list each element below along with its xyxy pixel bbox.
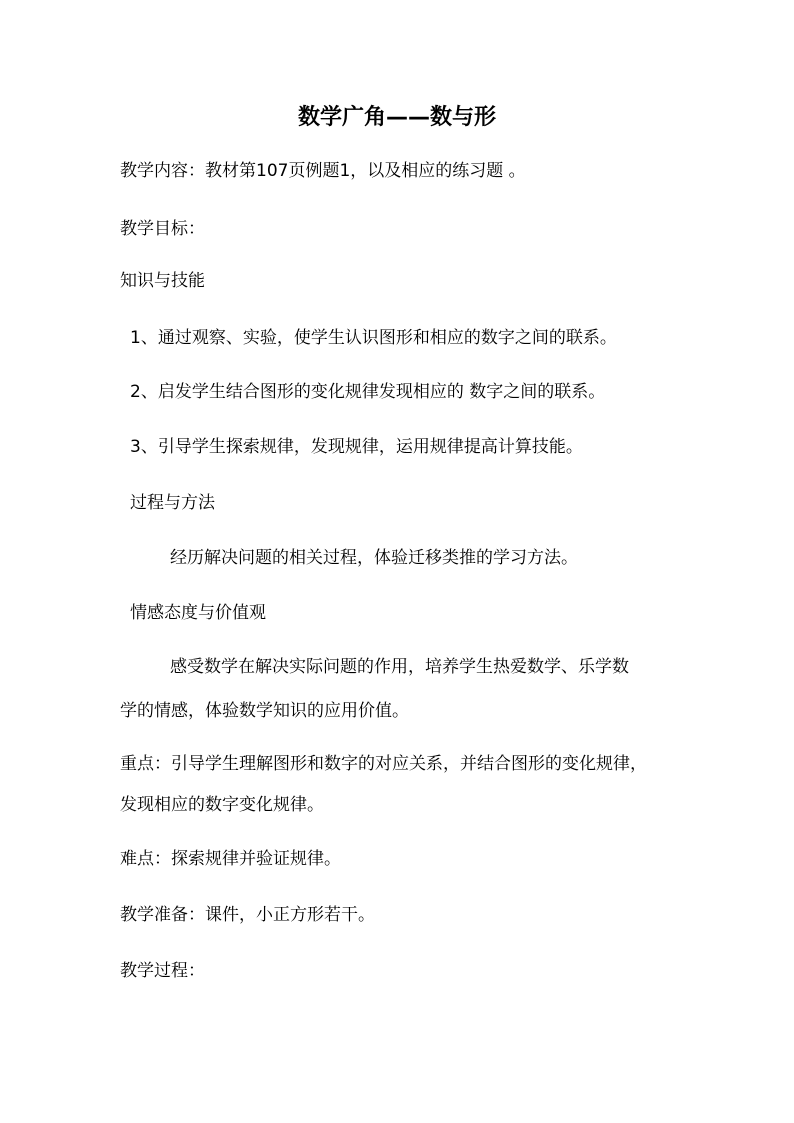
process-text: 经历解决问题的相关过程，体验迁移类推的学习方法。 (170, 548, 578, 568)
emotion-text-line-2: 学的情感，体验数学知识的应用价值。 (120, 701, 409, 721)
knowledge-item-2: 2、启发学生结合图形的变化规律发现相应的 数字之间的联系。 (130, 382, 606, 402)
key-point-line-2: 发现相应的数字变化规律。 (120, 795, 324, 815)
teaching-content: 教学内容：教材第107页例题1，以及相应的练习题 。 (120, 161, 526, 181)
emotion-text-line-1: 感受数学在解决实际问题的作用，培养学生热爱数学、乐学数 (170, 657, 629, 677)
objectives-heading: 教学目标： (120, 219, 205, 239)
emotion-heading: 情感态度与价值观 (130, 603, 266, 623)
process-label: 教学过程： (120, 961, 205, 981)
knowledge-item-3: 3、引导学生探索规律，发现规律，运用规律提高计算技能。 (130, 437, 583, 457)
document-title: 数学广角——数与形 (297, 105, 496, 130)
key-point-line-1: 重点：引导学生理解图形和数字的对应关系，并结合图形的变化规律， (120, 754, 647, 774)
knowledge-item-1: 1、通过观察、实验，使学生认识图形和相应的数字之间的联系。 (130, 328, 617, 348)
preparation-line: 教学准备：课件，小正方形若干。 (120, 905, 375, 925)
process-heading: 过程与方法 (130, 493, 215, 513)
knowledge-heading: 知识与技能 (120, 271, 205, 291)
difficulty-line: 难点：探索规律并验证规律。 (120, 849, 341, 869)
